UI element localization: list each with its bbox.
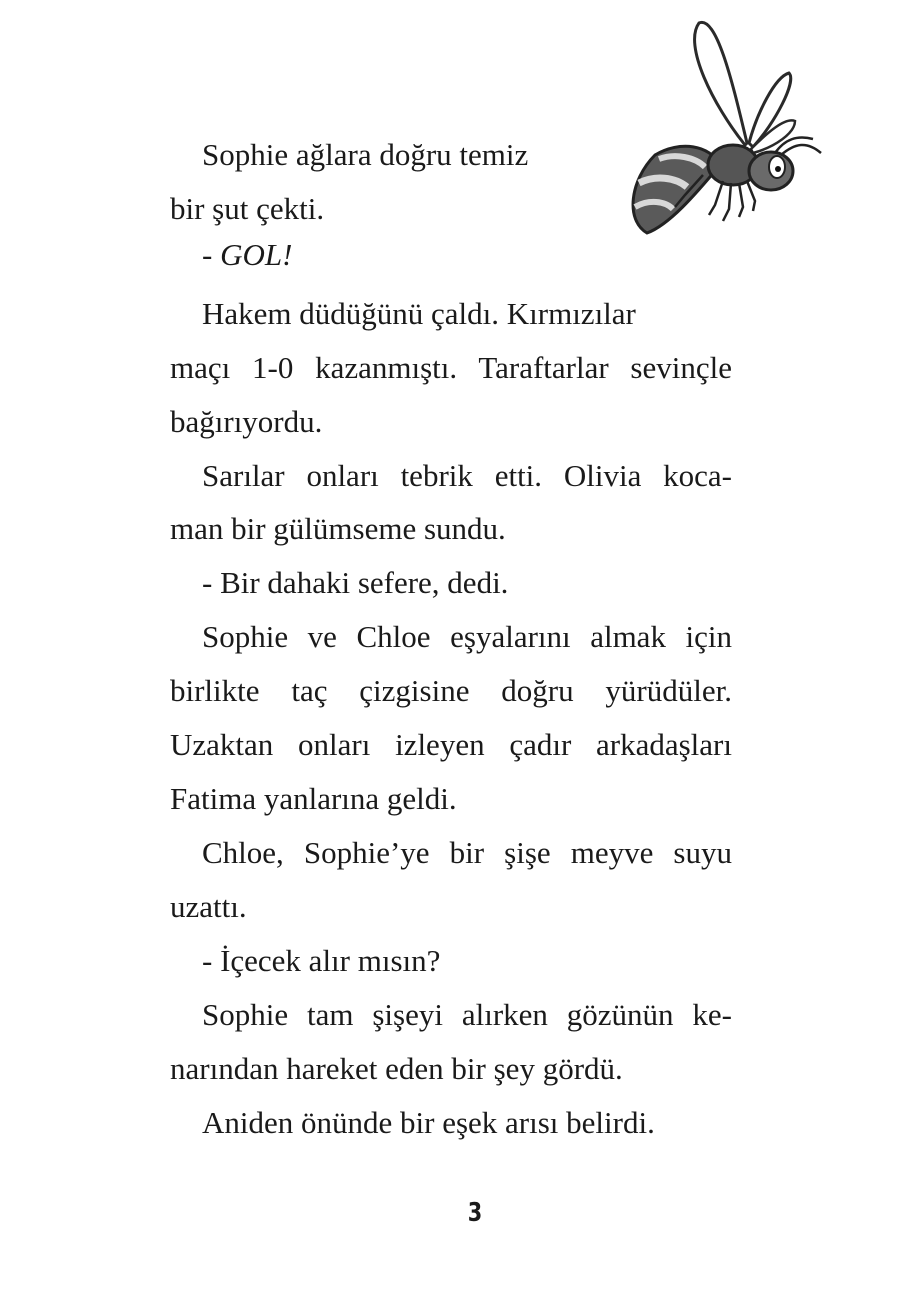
text-line: Aniden önünde bir eşek arısı belirdi. — [202, 1105, 655, 1140]
text-line: maçı 1-0 kazanmıştı. Taraftarlar sevinçle — [170, 350, 732, 385]
text-line: Sophie tam şişeyi alırken gözünün ke- — [202, 997, 732, 1032]
text-line: - GOL! — [202, 237, 293, 272]
text-line: Sophie ve Chloe eşyalarını almak için — [202, 619, 732, 654]
text-line: birlikte taç çizgisine doğru yürüdüler. — [170, 673, 732, 708]
text-line: man bir gülümseme sundu. — [170, 511, 506, 546]
text-line: - İçecek alır mısın? — [202, 943, 441, 978]
text-line: narından hareket eden bir şey gördü. — [170, 1051, 623, 1086]
text-line: Uzaktan onları izleyen çadır arkadaşları — [170, 727, 732, 762]
text-line: - Bir dahaki sefere, dedi. — [202, 565, 509, 600]
page-number: 3 — [467, 1198, 483, 1228]
text-line: Fatima yanlarına geldi. — [170, 781, 457, 816]
text-line: Chloe, Sophie’ye bir şişe meyve suyu — [202, 835, 732, 870]
text-line: Sarılar onları tebrik etti. Olivia koca- — [202, 458, 732, 493]
text-line: Hakem düdüğünü çaldı. Kırmızılar — [202, 296, 636, 331]
text-line: Sophie ağlara doğru temiz — [202, 137, 529, 172]
text-line: uzattı. — [170, 889, 247, 924]
text-line: bir şut çekti. — [170, 191, 325, 226]
text-line: bağırıyordu. — [170, 404, 323, 439]
